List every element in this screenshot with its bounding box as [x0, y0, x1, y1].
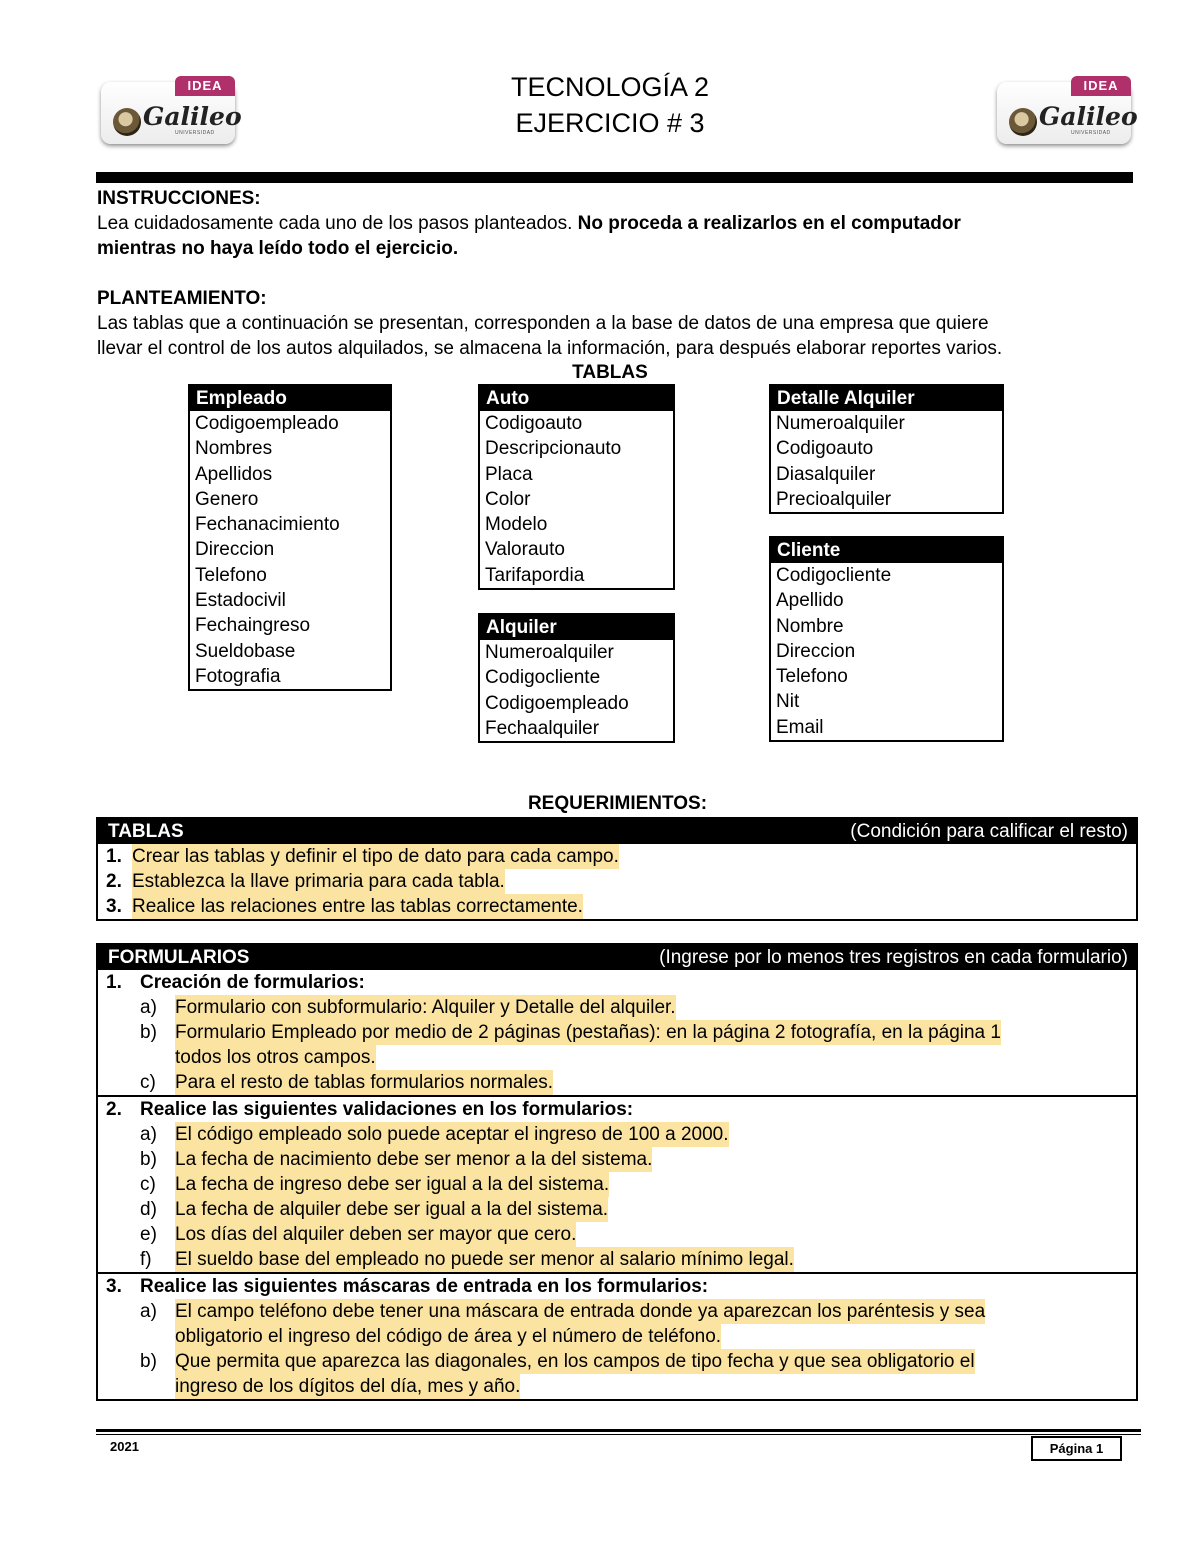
- table-field: Email: [776, 716, 824, 738]
- sub-item-line: [98, 1070, 1136, 1095]
- sub-item-line: [98, 1222, 1136, 1247]
- sub-item-text: Para el resto de tablas formularios normales.: [175, 1072, 554, 1093]
- table-field: Codigocliente: [485, 667, 601, 689]
- section-number: 1.: [106, 972, 122, 993]
- table-field: Direccion: [776, 640, 856, 662]
- table-field: Fechaalquiler: [485, 717, 600, 739]
- table-field: Genero: [195, 488, 259, 510]
- req-tablas-title: TABLAS: [108, 821, 184, 842]
- logo-seal-icon: [1009, 108, 1037, 136]
- sub-item-text: todos los otros campos.: [175, 1047, 376, 1068]
- section-heading: Creación de formularios:: [140, 972, 365, 993]
- sub-item-letter: f): [140, 1249, 152, 1270]
- table-field: Modelo: [485, 514, 548, 536]
- page-title: TECNOLOGÍA 2: [510, 72, 710, 102]
- tablas-heading: TABLAS: [572, 362, 648, 383]
- sub-item-line: [98, 1299, 1136, 1324]
- sub-item-text: La fecha de alquiler debe ser igual a la del sistema.: [175, 1199, 609, 1220]
- item-text: Crear las tablas y definir el tipo de dato para cada campo.: [132, 846, 619, 867]
- req-formularios-title: FORMULARIOS: [108, 947, 250, 968]
- sub-item-letter: a): [140, 1124, 157, 1145]
- table-field: Telefono: [776, 666, 848, 688]
- item-text: Realice las relaciones entre las tablas correctamente.: [132, 896, 583, 917]
- table-name: Cliente: [771, 538, 1002, 563]
- table-field: Fotografia: [195, 665, 281, 687]
- table-field: Precioalquiler: [776, 488, 892, 510]
- table-field: Placa: [485, 463, 533, 485]
- page-subtitle: EJERCICIO # 3: [515, 108, 705, 138]
- table-field: Fechaingreso: [195, 615, 311, 637]
- sub-item-line: [98, 1045, 1136, 1070]
- req-formularios-section: [98, 970, 1136, 1095]
- item-text: Establezca la llave primaria para cada tabla.: [132, 871, 505, 892]
- footer-rule-top: [96, 1429, 1141, 1432]
- section-heading: Realice las siguientes máscaras de entrada en los formularios:: [140, 1276, 709, 1297]
- table-field: Fechanacimiento: [195, 514, 340, 536]
- req-formularios-box: [96, 943, 1138, 1401]
- sub-item-letter: c): [140, 1174, 156, 1195]
- header-divider: [96, 172, 1133, 183]
- logo-badge: IDEA: [175, 76, 235, 96]
- table-field: Codigoauto: [776, 438, 874, 460]
- sub-item-text: La fecha de ingreso debe ser igual a la del sistema.: [175, 1174, 610, 1195]
- req-tablas-item: [98, 844, 1136, 869]
- sub-item-line: [98, 995, 1136, 1020]
- sub-item-text: Formulario Empleado por medio de 2 páginas (pestañas): en la página 2 fotografía, en la página 1: [175, 1022, 1001, 1043]
- table-field: Apellido: [776, 590, 844, 612]
- table-empleado: [188, 384, 392, 691]
- logo-right: [997, 76, 1138, 144]
- section-heading: Realice las siguientes validaciones en los formularios:: [140, 1099, 634, 1120]
- table-fields: [771, 411, 1002, 512]
- table-field: Color: [485, 488, 531, 510]
- instrucciones-heading: INSTRUCCIONES:: [97, 188, 261, 209]
- table-name: Detalle Alquiler: [771, 386, 1002, 411]
- req-tablas-bar: [98, 819, 1136, 844]
- sub-item-text: La fecha de nacimiento debe ser menor a la del sistema.: [175, 1149, 653, 1170]
- instrucciones-line-2: mientras no haya leído todo el ejercicio.: [97, 238, 459, 259]
- sub-item-letter: d): [140, 1199, 157, 1220]
- item-number: 2.: [106, 871, 122, 892]
- table-field: Direccion: [195, 539, 275, 561]
- section-number: 2.: [106, 1099, 122, 1120]
- table-detalle-alquiler: [769, 384, 1004, 514]
- table-field: Estadocivil: [195, 590, 286, 612]
- table-field: Diasalquiler: [776, 463, 876, 485]
- planteamiento-line-2: llevar el control de los autos alquilados, se almacena la información, para después elaborar reportes varios.: [97, 338, 1003, 359]
- req-tablas-item: [98, 894, 1136, 919]
- logo-badge: IDEA: [1071, 76, 1131, 96]
- sub-item-letter: c): [140, 1072, 156, 1093]
- table-cliente: [769, 536, 1004, 742]
- table-field: Sueldobase: [195, 640, 296, 662]
- sub-item-line: [98, 1020, 1136, 1045]
- table-field: Numeroalquiler: [485, 642, 614, 663]
- section-heading-line: [98, 970, 1136, 995]
- sub-item-line: [98, 1349, 1136, 1374]
- req-tablas-list: [98, 844, 1136, 919]
- sub-item-line: [98, 1324, 1136, 1349]
- table-field: Codigocliente: [776, 565, 892, 586]
- sub-item-text: El campo teléfono debe tener una máscara de entrada donde ya aparezcan los paréntesis y sea: [175, 1301, 986, 1322]
- requerimientos-heading: REQUERIMIENTOS:: [527, 793, 708, 814]
- sub-item-text: El sueldo base del empleado no puede ser menor al salario mínimo legal.: [175, 1249, 794, 1270]
- sub-item-line: [98, 1197, 1136, 1222]
- item-number: 3.: [106, 896, 122, 917]
- sub-item-text: Formulario con subformulario: Alquiler y Detalle del alquiler.: [175, 997, 676, 1018]
- footer-year: 2021: [110, 1439, 139, 1454]
- section-number: 3.: [106, 1276, 122, 1297]
- sub-item-line: [98, 1122, 1136, 1147]
- table-field: Valorauto: [485, 539, 565, 561]
- logo-sub: UNIVERSIDAD: [175, 130, 215, 136]
- sub-item-letter: a): [140, 1301, 157, 1322]
- table-fields: [480, 411, 673, 588]
- page-number: Página 1: [1031, 1436, 1122, 1461]
- table-fields: [190, 411, 390, 689]
- sub-item-line: [98, 1147, 1136, 1172]
- sub-item-text: ingreso de los dígitos del día, mes y año.: [175, 1376, 521, 1397]
- table-field: Apellidos: [195, 463, 273, 485]
- sub-item-line: [98, 1247, 1136, 1272]
- table-name: Alquiler: [480, 615, 673, 640]
- table-auto: [478, 384, 675, 590]
- logo-word: Galileo: [1039, 102, 1138, 131]
- table-field: Telefono: [195, 564, 267, 586]
- table-field: Codigoempleado: [195, 413, 339, 434]
- logo-sub: UNIVERSIDAD: [1071, 130, 1111, 136]
- section-heading-line: [98, 1274, 1136, 1299]
- footer-rule-bottom: [96, 1434, 1141, 1435]
- sub-item-text: El código empleado solo puede aceptar el ingreso de 100 a 2000.: [175, 1124, 729, 1145]
- sub-item-letter: b): [140, 1149, 157, 1170]
- section-heading-line: [98, 1097, 1136, 1122]
- table-alquiler: [478, 613, 675, 743]
- logo-word: Galileo: [143, 102, 242, 131]
- table-field: Descripcionauto: [485, 438, 622, 460]
- table-field: Tarifapordia: [485, 564, 585, 586]
- sub-item-letter: b): [140, 1022, 157, 1043]
- sub-item-letter: b): [140, 1351, 157, 1372]
- sub-item-text: Que permita que aparezca las diagonales, en los campos de tipo fecha y que sea obligatorio el: [175, 1351, 975, 1372]
- table-field: Numeroalquiler: [776, 413, 905, 434]
- table-field: Nombre: [776, 615, 844, 637]
- table-field: Codigoauto: [485, 413, 583, 434]
- sub-item-letter: e): [140, 1224, 157, 1245]
- req-tablas-note: (Condición para calificar el resto): [850, 821, 1128, 842]
- table-fields: [480, 640, 673, 741]
- planteamiento-line-1: Las tablas que a continuación se presentan, corresponden a la base de datos de una empresa que quiere: [97, 313, 989, 334]
- table-field: Nit: [776, 691, 800, 713]
- req-formularios-sections: [98, 970, 1136, 1399]
- sub-item-line: [98, 1172, 1136, 1197]
- sub-item-text: obligatorio el ingreso del código de área y el número de teléfono.: [175, 1326, 722, 1347]
- table-field: Nombres: [195, 438, 273, 460]
- planteamiento-heading: PLANTEAMIENTO:: [97, 288, 267, 309]
- table-field: Codigoempleado: [485, 692, 629, 714]
- req-formularios-bar: [98, 945, 1136, 970]
- sub-item-line: [98, 1374, 1136, 1399]
- req-formularios-section: [98, 1095, 1136, 1272]
- sub-item-letter: a): [140, 997, 157, 1018]
- logo-seal-icon: [113, 108, 141, 136]
- req-tablas-item: [98, 869, 1136, 894]
- table-name: Auto: [480, 386, 673, 411]
- req-formularios-note: (Ingrese por lo menos tres registros en cada formulario): [659, 947, 1128, 968]
- req-formularios-section: [98, 1272, 1136, 1399]
- table-name: Empleado: [190, 386, 390, 411]
- instrucciones-line-1: Lea cuidadosamente cada uno de los pasos planteados. No proceda a realizarlos en el computador: [97, 213, 961, 234]
- req-tablas-box: [96, 817, 1138, 921]
- logo-left: [101, 76, 242, 144]
- item-number: 1.: [106, 846, 122, 867]
- sub-item-text: Los días del alquiler deben ser mayor que cero.: [175, 1224, 577, 1245]
- table-fields: [771, 563, 1002, 740]
